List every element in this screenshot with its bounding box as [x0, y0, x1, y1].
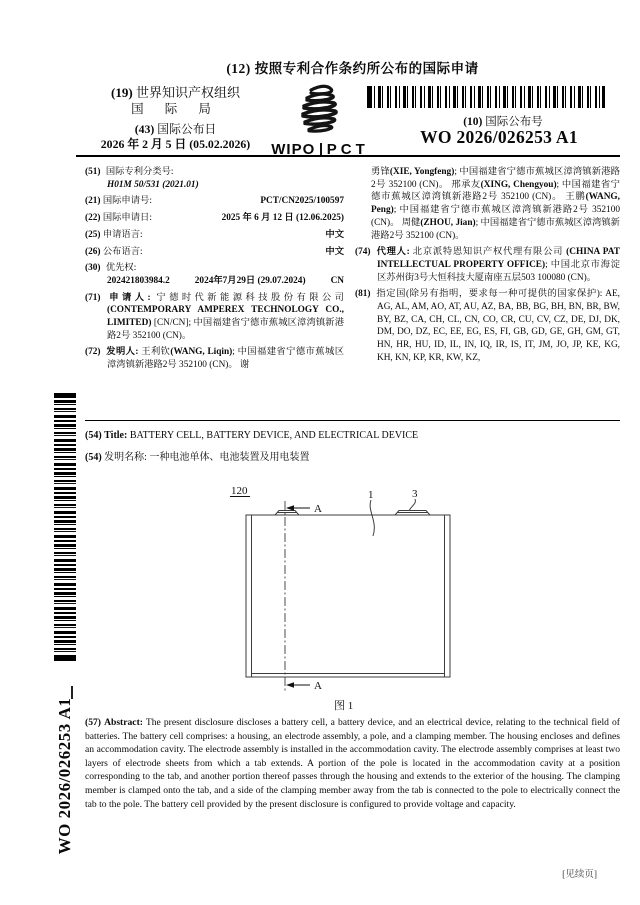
entry-applicant: (71) 申请人: 宁德时代新能源科技股份有限公司 (CONTEMPORARY AMPEREX TECHNOLOGY CO., LIMITED) [CN/CN]; 中国福建省宁德市蕉城区漳湾镇新港路2号 352100 (CN)。: [85, 292, 344, 341]
bibliographic-section: [85, 166, 620, 376]
biblio-left-column: [85, 166, 344, 376]
part-label-3: 3: [412, 488, 418, 500]
section-arrow-top: [286, 503, 322, 515]
filing-date: 2025 年 6 月 12 日 (12.06.2025): [221, 213, 344, 224]
org-name: 世界知识产权组织: [135, 85, 240, 100]
title-section: [85, 429, 620, 473]
inid-10: (10): [463, 116, 483, 128]
section-label-top: A: [314, 503, 322, 515]
entry-priority: (30) 优先权: 202421803984.2 2024年7月29日 (29.07.2024) CN: [85, 263, 344, 286]
ipc-code: H01M 50/531 (2021.01): [107, 179, 199, 190]
kind-code-text: 按照专利合作条约所公布的国际申请: [254, 61, 479, 76]
inid-43: (43): [134, 122, 155, 136]
part-label-1: 1: [368, 489, 374, 501]
priority-date: 2024年7月29日 (29.07.2024): [194, 275, 306, 286]
leader-line-3: [409, 499, 415, 511]
title-chinese: (54) 发明名称: 一种电池单体、电池装置及用电装置: [85, 452, 310, 463]
continuation-note: [见续页]: [562, 870, 597, 880]
entry-application-number: (21) 国际申请号: PCT/CN2025/100597: [85, 196, 344, 207]
header-divider: [76, 155, 620, 157]
battery-cell-drawing: [222, 481, 478, 713]
title-en-text: BATTERY CELL, BATTERY DEVICE, AND ELECTRICAL DEVICE: [129, 430, 419, 441]
battery-housing-outline: [246, 515, 450, 677]
figure-1: [222, 481, 478, 713]
inid-54-zh: (54): [85, 452, 102, 463]
entry-ipc: (51) 国际专利分类号: H01M 50/531 (2021.01): [85, 166, 344, 191]
biblio-right-column: [355, 166, 620, 376]
pub-number-value: WO 2026/026253 A1: [420, 127, 578, 147]
publication-date-block: [88, 122, 263, 152]
entry-agent: (74) 代理人: 北京派特恩知识产权代理有限公司 (CHINA PAT INTELLECTUAL PROPERTY OFFICE); 中国北京市海淀区苏州街3号大恒科技大厦南座五层503 100080 (CN)。: [355, 247, 621, 283]
pub-date-value: 2026 年 2 月 5 日 (05.02.2026): [100, 137, 251, 151]
inid-81: (81): [355, 289, 371, 300]
inid-30: (30): [85, 263, 101, 274]
pub-number-label: (10) 国际公布号: [463, 116, 543, 128]
inid-57: (57): [85, 717, 101, 728]
wipo-logo: [266, 82, 374, 158]
title-zh-text: 一种电池单体、电池装置及用电装置: [149, 452, 310, 463]
inid-51: (51): [85, 167, 101, 177]
kind-code-line: [85, 57, 620, 77]
inid-19: (19): [111, 85, 133, 100]
publication-language: 中文: [325, 246, 344, 257]
inid-26: (26): [85, 246, 101, 257]
priority-data: [107, 275, 344, 288]
filing-language: 中文: [325, 229, 344, 240]
wipo-globe-icon: [281, 82, 359, 140]
pub-date-label: 国际公布日: [157, 122, 217, 136]
inid-21: (21): [85, 196, 101, 207]
section-label-bottom: A: [314, 680, 322, 692]
abstract-section: (57) Abstract: The present disclosure discloses a battery cell, a battery device, and an electrical device, relating to the technical field of batteries. The battery cell comprises: a housing, an electrode assembly, a pole, and a clamping member. The housing encloses and defines an accommodation cavity. The electrode assembly is installed in the accommodation cavity. The electrode assembly comprises at least two layers of electrode sheets from which a tab extends. A portion of the pole is located in the accommodation cavity at a position corresponding to the tab, and another portion thereof passes through the housing and extends to the exterior of the housing. The clamping member is clamped onto the tab, and a side of the clamping member away from the tab is connected to the pole to electrically connect the tab to the pole. The battery cell provided by the present disclosure is configured to provide voltage and capacity.: [85, 717, 620, 810]
title-divider: [85, 420, 620, 421]
application-number: PCT/CN2025/100597: [260, 196, 344, 207]
leader-line-1: [370, 500, 374, 536]
figure-caption: 图 1: [334, 700, 354, 712]
inid-22: (22): [85, 213, 101, 224]
inid-54-en: (54): [85, 430, 102, 441]
agent-text: 北京派特恩知识产权代理有限公司 (CHINA PAT INTELLECTUAL PROPERTY OFFICE); 中国北京市海淀区苏州街3号大恒科技大厦南座五层503 100080 (CN)。: [377, 247, 621, 283]
inventors-text: 王利钦(WANG, Liqin); 中国福建省宁德市蕉城区漳湾镇新港路2号 352100 (CN)。 谢: [107, 347, 344, 371]
figure-ref-number: 120: [231, 485, 248, 497]
applicant-text: 宁德时代新能源科技股份有限公司 (CONTEMPORARY AMPEREX TECHNOLOGY CO., LIMITED) [CN/CN]; 中国福建省宁德市蕉城区漳湾镇新港路2号 352100 (CN)。: [107, 292, 344, 341]
inid-25: (25): [85, 229, 101, 240]
section-arrow-bottom: [286, 680, 322, 692]
pct-text: PCT: [326, 141, 369, 158]
org-bureau: 国 际 局: [131, 102, 220, 116]
entry-filing-language: (25) 申请语言: 中文: [85, 229, 344, 240]
designated-states-codes: AE, AG, AL, AM, AO, AT, AU, AZ, BA, BB, BG, BH, BN, BR, BW, BY, BZ, CA, CH, CL, CN, CO, CR, CU, CV, CZ, DE, DJ, DK, DM, DO, DZ, EC, EE, EG, ES, FI, GB, GD, GE, GH, GM, GT, HN, HR, HU, ID, IL, IN, IQ, IR, IS, IT, JM, JO, JP, KE, KG, KH, KN, KP, KR, KW, KZ,: [377, 289, 620, 363]
side-barcode-icon: [54, 393, 76, 661]
inventors-continuation: 勇锋(XIE, Yongfeng); 中国福建省宁德市蕉城区漳湾镇新港路2号 352100 (CN)。 邢承友(XING, Chengyou); 中国福建省宁德市蕉城区漳湾镇新港路2号 352100 (CN)。 王鹏(WANG, Peng); 中国福建省宁德市蕉城区漳湾镇新港路2号 352100 (CN)。 周健(ZHOU, Jian); 中国福建省宁德市蕉城区漳湾镇新港路2号 352100 (CN)。: [371, 167, 620, 241]
wipo-text: WIPO: [271, 141, 316, 158]
publication-barcode-icon: [367, 86, 605, 108]
priority-country: CN: [330, 275, 344, 286]
inid-71: (71): [85, 292, 101, 303]
inid-12: (12): [226, 61, 251, 76]
side-pub-number: WO 2026/026253 A1: [55, 697, 74, 855]
inid-74: (74): [355, 247, 371, 258]
entry-filing-date: (22) 国际申请日: 2025 年 6 月 12 日 (12.06.2025): [85, 213, 344, 224]
entry-inventors: (72) 发明人: 王利钦(WANG, Liqin); 中国福建省宁德市蕉城区漳湾镇新港路2号 352100 (CN)。 谢: [85, 347, 344, 371]
priority-number: 202421803984.2: [107, 275, 170, 286]
entry-publication-language: (26) 公布语言: 中文: [85, 246, 344, 257]
entry-designated-states: (81) 指定国(除另有指明，要求每一种可提供的国家保护): AE, AG, AL, AM, AO, AT, AU, AZ, BA, BB, BG, BH, BN, BR, BW, BY, BZ, CA, CH, CL, CN, CO, CR, CU, CV, CZ, DE, DJ, DK, DM, DO, DZ, EC, EE, EG, ES, FI, GB, GD, GE, GH, GM, GT, HN, HR, HU, ID, IL, IN, IQ, IR, IS, IT, JM, JO, JP, KE, KG, KH, KN, KP, KR, KW, KZ,: [355, 289, 620, 363]
inid-72: (72): [85, 347, 101, 358]
issuing-org-block: [88, 84, 263, 118]
title-english: (54) Title: BATTERY CELL, BATTERY DEVICE, AND ELECTRICAL DEVICE: [85, 430, 419, 441]
abstract-text: The present disclosure discloses a battery cell, a battery device, and an electrical device, relating to the technical field of batteries. The battery cell comprises: a housing, an electrode assembly, a pole, and a clamping member. The housing encloses and defines an accommodation cavity. The electrode assembly is installed in the accommodation cavity. The electrode assembly comprises at least two layers of electrode sheets from which a tab extends. A portion of the pole is located in the accommodation cavity at a position corresponding to the tab, and another portion thereof passes through the housing and extends to the exterior of the housing. The clamping member is clamped onto the tab, and a side of the clamping member away from the tab is connected to the pole to electrically connect the tab to the pole. The battery cell provided by the present disclosure is configured to provide voltage and capacity.: [85, 717, 620, 810]
